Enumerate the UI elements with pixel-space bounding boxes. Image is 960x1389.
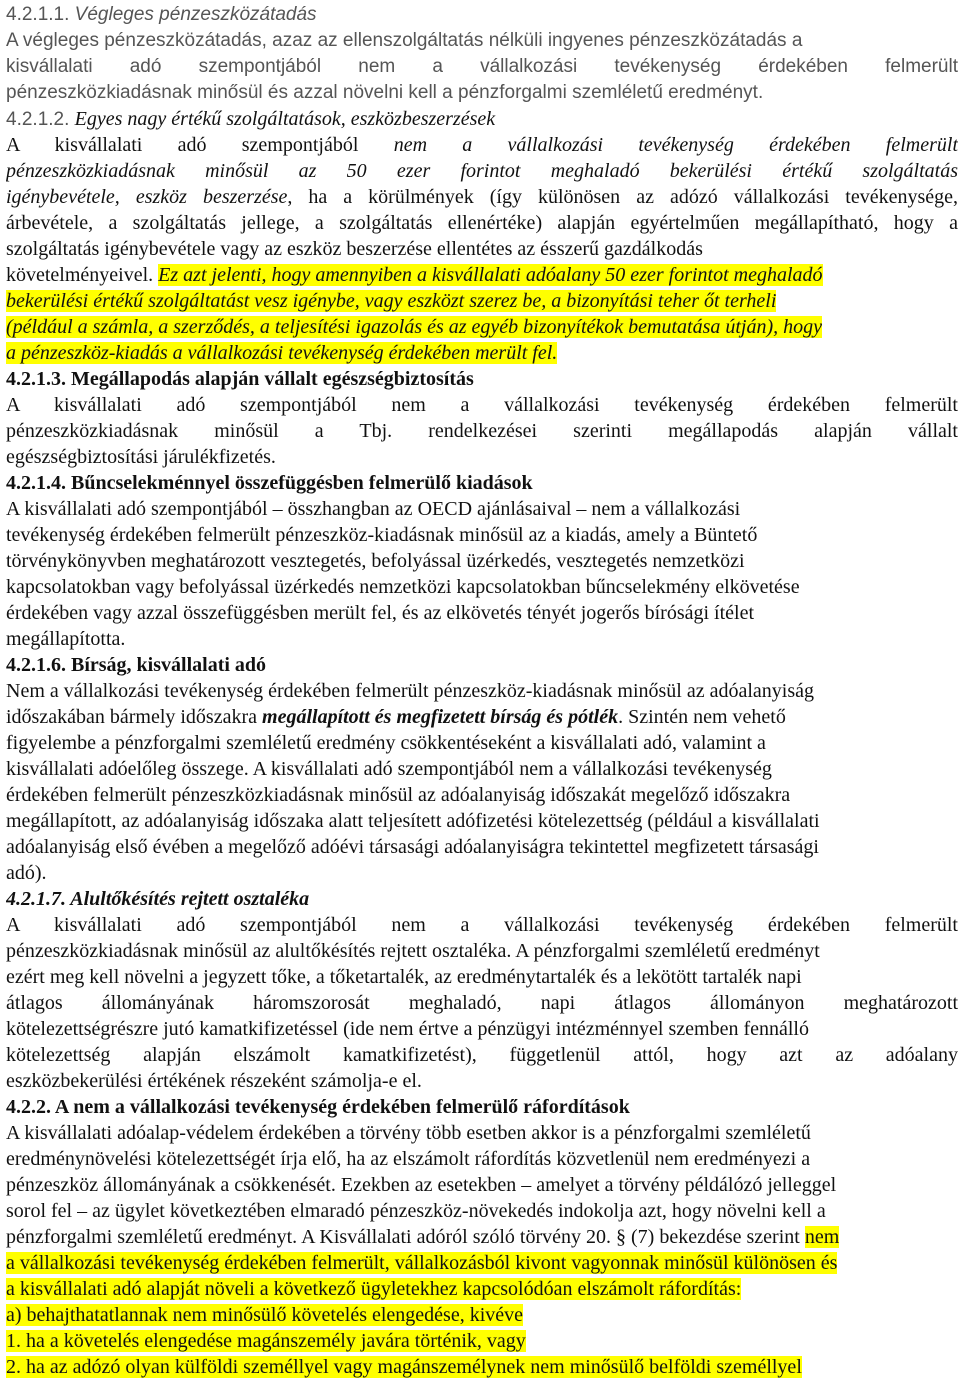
highlighted-text: 1. ha a követelés elengedése magánszemély javára történik, vagy xyxy=(6,1330,526,1352)
highlighted-text: a pénzeszköz-kiadás a vállalkozási tevékenység érdekében merült fel. xyxy=(6,342,558,364)
paragraph-line: kötelezettség alapján elszámolt kamatkifizetést), függetlenül attól, hogy azt az adóalany xyxy=(6,1044,958,1066)
section-heading-4-2-2: 4.2.2. A nem a vállalkozási tevékenység érdekében felmerülő ráfordítások xyxy=(6,1096,630,1118)
text-run: követelményeivel. xyxy=(6,264,159,286)
section-number: 4.2.1.2. xyxy=(6,109,75,130)
section-heading-4-2-1-6: 4.2.1.6. Bírság, kisvállalati adó xyxy=(6,654,267,676)
paragraph-line: pénzeszköz állományának a csökkenését. Ezekben az esetekben – amelyet a törvény példálózó jelleggel xyxy=(6,1174,837,1196)
paragraph-line xyxy=(6,340,958,366)
text-run: , ha a körülmények (így különösen az adózó vállalkozási tevékenysége, xyxy=(287,186,958,208)
paragraph-line: törvénykönyvben meghatározott vesztegetés, befolyással üzérkedés, vesztegetés nemzetközi xyxy=(6,550,745,572)
highlighted-text: (például a számla, a szerződés, a teljesítési igazolás és az egyéb bizonyítékok bemutatása útján), hogy xyxy=(6,316,823,338)
text-run: A kisvállalati adó szempontjából xyxy=(6,134,394,156)
paragraph-line: megállapította. xyxy=(6,628,126,650)
highlighted-text: a vállalkozási tevékenység érdekében felmerült, vállalkozásból kivont vagyonnak minősül különösen és xyxy=(6,1252,838,1274)
paragraph-line: A kisvállalati adó szempontjából – összhangban az OECD ajánlásaival – nem a vállalkozási xyxy=(6,498,741,520)
section-heading-4-2-1-1 xyxy=(6,2,958,28)
paragraph-line xyxy=(6,1354,958,1380)
highlighted-text: a) behajthatatlannak nem minősülő követelés elengedése, kivéve xyxy=(6,1304,524,1326)
paragraph-line: adóalanyiság első évében a megelőző adóévi társasági adóalanyiságra tekintettel megfizetett társasági xyxy=(6,836,819,858)
paragraph-line: adó). xyxy=(6,862,47,884)
paragraph-line: átlagos állományának háromszorosát meghaladó, napi átlagos állományon meghatározott xyxy=(6,992,958,1014)
paragraph-line: ezért meg kell növelni a jegyzett tőke, a tőketartalék, az eredménytartalék és a lekötött tartalék napi xyxy=(6,966,802,988)
text-run: időszakában bármely időszakra xyxy=(6,706,263,728)
paragraph-line xyxy=(6,314,958,340)
paragraph-line: A végleges pénzeszközátadás, azaz az ellenszolgáltatás nélküli ingyenes pénzeszközátadás a xyxy=(6,30,803,51)
text-run: igénybevétele, eszköz beszerzése xyxy=(6,186,288,208)
paragraph-line: árbevétele, a szolgáltatás jellege, a szolgáltatás ellenértéke) alapján egyértelműen megállapítható, hogy a xyxy=(6,212,958,234)
paragraph-line xyxy=(6,704,958,730)
paragraph-line: pénzeszközkiadásnak minősül és azzal növelni kell a pénzforgalmi szemléletű eredményt. xyxy=(6,82,764,103)
highlighted-text: Ez azt jelenti, hogy amennyiben a kisvállalati adóalany 50 ezer forintot meghaladó xyxy=(158,264,823,286)
paragraph-line: pénzeszközkiadásnak minősül az 50 ezer forintot meghaladó bekerülési értékű szolgáltatás xyxy=(6,160,958,182)
highlighted-text: bekerülési értékű szolgáltatást vesz igénybe, vagy eszközt szerez be, a bizonyítási teher őt terheli xyxy=(6,290,777,312)
paragraph-line xyxy=(6,262,958,288)
paragraph-line: sorol fel – az ügylet következtében elmaradó pénzeszköz-növekedés indokolja azt, hogy növelni kell a xyxy=(6,1200,826,1222)
highlighted-text: nem xyxy=(804,1226,840,1248)
section-heading-4-2-1-4: 4.2.1.4. Bűncselekménnyel összefüggésben felmerülő kiadások xyxy=(6,472,533,494)
paragraph-line: figyelembe a pénzforgalmi szemléletű eredmény csökkentéseként a kisvállalati adó, valamint a xyxy=(6,732,766,754)
section-title: Végleges pénzeszközátadás xyxy=(74,4,317,25)
paragraph-line: tevékenység érdekében felmerült pénzeszköz-kiadásnak minősül az a kiadás, amely a Büntető xyxy=(6,524,758,546)
paragraph-line xyxy=(6,1302,958,1328)
paragraph-line: A kisvállalati adóalap-védelem érdekében a törvény több esetben akkor is a pénzforgalmi szemléletű xyxy=(6,1122,811,1144)
paragraph-line: pénzeszközkiadásnak minősül az alultőkésítés rejtett osztaléka. A pénzforgalmi szemléletű eredményt xyxy=(6,940,820,962)
highlighted-text: 2. ha az adózó olyan külföldi személlyel vagy magánszemélynek nem minősülő belföldi személlyel xyxy=(6,1356,802,1378)
paragraph-line xyxy=(6,132,958,158)
section-number: 4.2.1.1. xyxy=(6,4,75,25)
paragraph-line xyxy=(6,1224,958,1250)
paragraph-line: érdekében felmerült pénzeszközkiadásnak minősül az adóalanyiság időszakát megelőző időszakra xyxy=(6,784,791,806)
paragraph-line xyxy=(6,1276,958,1302)
paragraph-line: A kisvállalati adó szempontjából nem a vállalkozási tevékenység érdekében felmerült xyxy=(6,394,958,416)
text-run: megállapított és megfizetett bírság és pótlék xyxy=(262,706,619,728)
paragraph-line: eszközbekerülési értékének részeként számolja-e el. xyxy=(6,1070,422,1092)
paragraph-line: megállapított, az adóalanyiság időszaka alatt teljesített adófizetési kötelezettség (például a kisvállalati xyxy=(6,810,820,832)
text-run: pénzforgalmi szemléletű eredményt. A Kisvállalati adóról szóló törvény 20. § (7) bekezdése szerint xyxy=(6,1226,805,1248)
paragraph-line xyxy=(6,184,958,210)
paragraph-line: eredménynövelési kötelezettségét írja elő, ha az elszámolt ráfordítás közvetlenül nem eredményezi a xyxy=(6,1148,811,1170)
paragraph-line: kisvállalati adóelőleg összege. A kisvállalati adó szempontjából nem a vállalkozási tevékenység xyxy=(6,758,772,780)
section-heading-4-2-1-3: 4.2.1.3. Megállapodás alapján vállalt egészségbiztosítás xyxy=(6,368,474,390)
highlighted-text: a kisvállalati adó alapját növeli a következő ügyletekhez kapcsolódóan elszámolt ráfordítás: xyxy=(6,1278,742,1300)
paragraph-line: kapcsolatokban vagy befolyással üzérkedés nemzetközi kapcsolatokban bűncselekmény elkövetése xyxy=(6,576,800,598)
text-run: nem a vállalkozási tevékenység érdekében felmerült xyxy=(393,134,958,156)
paragraph-line xyxy=(6,1250,958,1276)
text-run: . Szintén nem vehető xyxy=(618,706,786,728)
paragraph-line xyxy=(6,288,958,314)
paragraph-line: egészségbiztosítási járulékfizetés. xyxy=(6,446,276,468)
paragraph-line: szolgáltatás igénybevétele vagy az eszköz beszerzése ellentétes az ésszerű gazdálkodás xyxy=(6,238,703,260)
section-title: Egyes nagy értékű szolgáltatások, eszközbeszerzések xyxy=(74,108,496,130)
section-heading-4-2-1-7: 4.2.1.7. Alultőkésítés rejtett osztaléka xyxy=(6,888,310,910)
section-heading-4-2-1-2 xyxy=(6,106,958,133)
paragraph-line: A kisvállalati adó szempontjából nem a vállalkozási tevékenység érdekében felmerült xyxy=(6,914,958,936)
paragraph-line: pénzeszközkiadásnak minősül a Tbj. rendelkezései szerinti megállapodás alapján vállalt xyxy=(6,420,958,442)
paragraph-line: kisvállalati adó szempontjából nem a vállalkozási tevékenység érdekében felmerült xyxy=(6,56,958,77)
paragraph-line: érdekében vagy azzal összefüggésben merült fel, és az elkövetés tényét jogerős bírósági ítélet xyxy=(6,602,755,624)
paragraph-line: kötelezettségrészre jutó kamatkifizetéssel (ide nem értve a pénzügyi intézménnyel szemben fennálló xyxy=(6,1018,809,1040)
paragraph-line xyxy=(6,1328,958,1354)
paragraph-line: Nem a vállalkozási tevékenység érdekében felmerült pénzeszköz-kiadásnak minősül az adóalanyiság xyxy=(6,680,814,702)
